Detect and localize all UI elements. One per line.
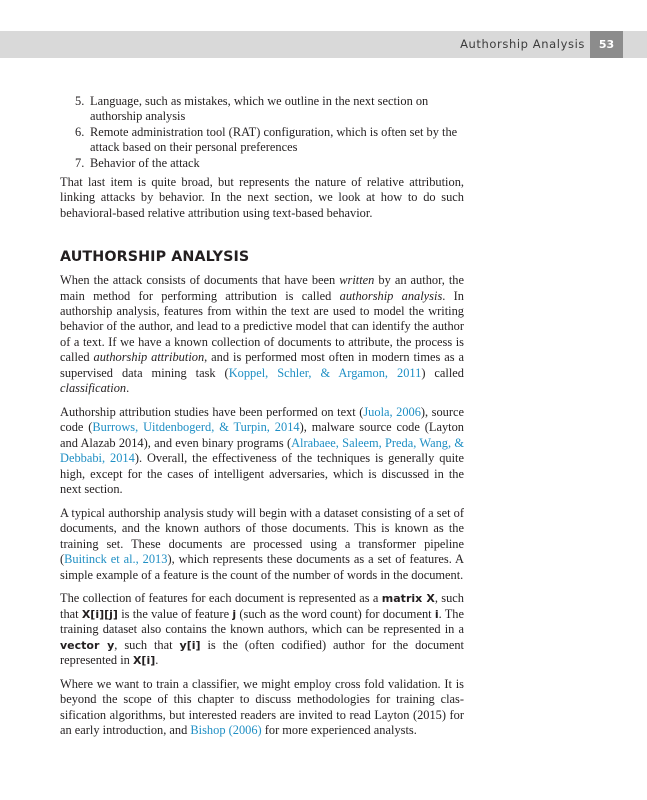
header-title: Authorship Analysis bbox=[460, 37, 585, 51]
list-item: 6. Remote administration tool (RAT) configuration, which is often set by the attack based on their personal preferences bbox=[75, 124, 458, 155]
citation-link[interactable]: Koppel, Schler, & Argamon, 2011 bbox=[228, 365, 422, 380]
running-header bbox=[0, 31, 647, 58]
citation-link[interactable]: Bishop (2006) bbox=[190, 723, 262, 738]
page-number: 53 bbox=[590, 31, 623, 58]
citation-link[interactable]: Buitinck et al., 2013 bbox=[64, 552, 168, 567]
list-item: 5. Language, such as mistakes, which we outline in the next section on authorship analysis bbox=[75, 94, 429, 124]
list-item: 7. Behavior of the attack bbox=[75, 155, 200, 170]
paragraph-classifier: Where we want to train a classifier, we might employ cross fold validation. It is beyond the scope of this chapter to discuss methodologies for training classification algorithms, but interested readers are invited to read Layton (2015) for an early introduction, and Bishop (2006) for more experienced analysts. bbox=[60, 677, 464, 738]
citation-link[interactable]: Burrows, Uitdenbogerd, & Turpin, 2014 bbox=[92, 420, 300, 435]
paragraph-attribution-studies: Authorship attribution studies have been performed on text (Juola, 2006), source code (Burrows, Uitdenbogerd, & Turpin, 2014), malware source code (Layton and Alazab 2014), and even binary programs (Alrabaee, Saleem, Preda, Wang, & Debbabi, 2014). Overall, the effectiveness of the techniques is generally quite high, except for the cases of intelligent adversaries, which is discussed in the next section. bbox=[60, 405, 464, 497]
page-body bbox=[60, 94, 464, 747]
citation-link[interactable]: Alrabaee, Saleem, Preda, Wang, & Debbabi, 2014 bbox=[60, 435, 464, 466]
paragraph-typical-study: A typical authorship analysis study will begin with a dataset consisting of a set of documents, and the known authors of those documents. This is known as the training set. These documents are processed using a transformer pipeline (Buitinck et al., 2013), which represents these documents as a set of features. A simple example of a feature is the count of the number of words in the document. bbox=[60, 505, 464, 582]
intro-paragraph: That last item is quite broad, but represents the nature of relative attribution, linking attacks by behavior. In the next section, we look at how to do such behavioral-based relative attribution using text-based behavior. bbox=[60, 175, 464, 220]
paragraph-authorship-intro: When the attack consists of documents that have been written by an author, the main method for performing attribution is called authorship analysis. In authorship analysis, features from within the text are used to model the writing behavior of the author, and lead to a predictive model that can identify the author of a text. If we have a known collection of documents to attribute, the process is called authorship attribution, and is performed most often in modern times as a supervised data mining task (Koppel, Schler, & Argamon, 2011) called classification. bbox=[60, 273, 464, 396]
paragraph-feature-matrix: The collection of features for each document is represented as a matrix X, such that X[i][j] is the value of feature j (such as the word count) for document i. The training dataset also contains the known authors, which can be represented in a vector y, such that y[i] is the (often codified) author for the document represented in X[i]. bbox=[60, 591, 464, 668]
section-heading: AUTHORSHIP ANALYSIS bbox=[60, 249, 250, 266]
numbered-list bbox=[60, 94, 464, 171]
citation-link[interactable]: Juola, 2006 bbox=[363, 405, 421, 419]
